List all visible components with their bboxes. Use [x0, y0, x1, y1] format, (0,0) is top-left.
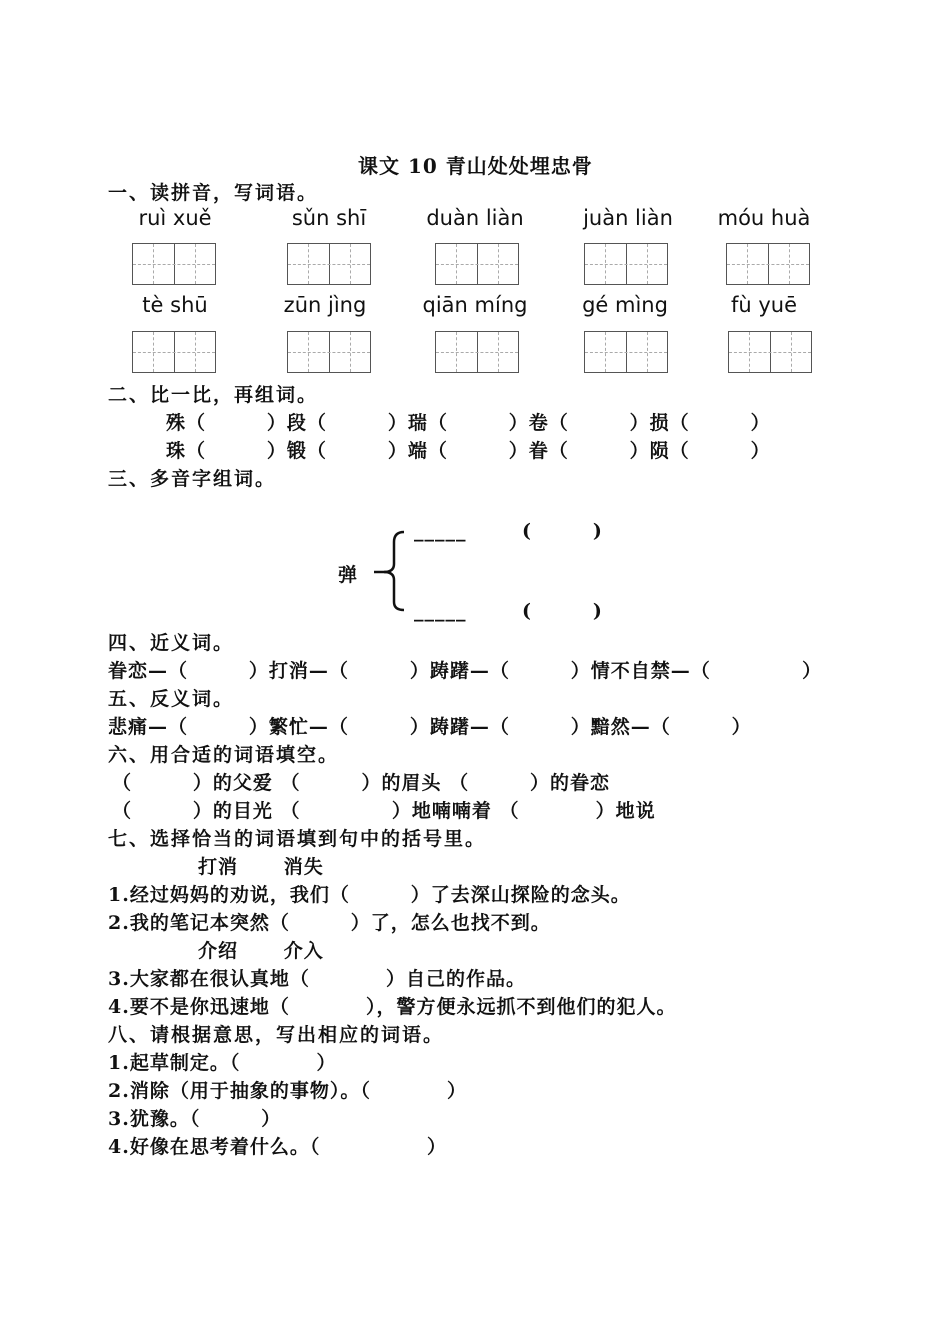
answer-paren[interactable]: ( )	[522, 600, 603, 622]
section-4-heading: 四、近义词。	[108, 632, 235, 654]
antonym-line: 悲痛—（ ）繁忙—（ ）踌躇—（ ）黯然—（ ）	[108, 716, 752, 738]
section-7-heading: 七、选择恰当的词语填到句中的括号里。	[108, 828, 487, 850]
brace-icon	[370, 528, 410, 614]
pinyin-8: qiān míng	[422, 293, 528, 317]
writing-grid[interactable]	[728, 331, 812, 373]
answer-paren[interactable]: ( )	[522, 520, 603, 542]
pinyin-4: juàn liàn	[583, 206, 673, 230]
fill-line-2: （ ）的目光 （ ）地喃喃着 （ ）地说	[112, 800, 656, 822]
question-7-3: 3.大家都在很认真地（ ）自己的作品。	[108, 968, 526, 990]
question-8-4: 4.好像在思考着什么。（ ）	[108, 1136, 447, 1158]
writing-grid[interactable]	[132, 243, 216, 285]
compare-line-1: 殊（ ）段（ ）瑞（ ）卷（ ）损（ ）	[166, 412, 771, 434]
pinyin-10: fù yuē	[730, 293, 798, 317]
blank-line[interactable]: _____	[414, 520, 467, 542]
writing-grid[interactable]	[287, 331, 371, 373]
section-6-heading: 六、用合适的词语填空。	[108, 744, 340, 766]
word-choices-1: 打消 消失	[198, 856, 324, 878]
pinyin-3: duàn liàn	[426, 206, 524, 230]
word-choices-2: 介绍 介入	[198, 940, 324, 962]
writing-grid[interactable]	[435, 243, 519, 285]
section-1-heading: 一、读拼音，写词语。	[108, 182, 319, 204]
section-3-heading: 三、多音字组词。	[108, 468, 277, 490]
section-8-heading: 八、请根据意思，写出相应的词语。	[108, 1024, 445, 1046]
section-5-heading: 五、反义词。	[108, 688, 235, 710]
writing-grid[interactable]	[726, 243, 810, 285]
question-7-2: 2.我的笔记本突然（ ）了，怎么也找不到。	[108, 912, 551, 934]
writing-grid[interactable]	[132, 331, 216, 373]
question-8-3: 3.犹豫。（ ）	[108, 1108, 282, 1130]
section-2-heading: 二、比一比，再组词。	[108, 384, 319, 406]
question-7-4: 4.要不是你迅速地（ ），警方便永远抓不到他们的犯人。	[108, 996, 677, 1018]
writing-grid[interactable]	[435, 331, 519, 373]
pinyin-9: gé mìng	[582, 293, 668, 317]
pinyin-5: móu huà	[717, 206, 811, 230]
writing-grid[interactable]	[584, 331, 668, 373]
question-8-2: 2.消除（用于抽象的事物）。（ ）	[108, 1080, 467, 1102]
polyphone-char: 弹	[338, 564, 359, 586]
compare-line-2: 珠（ ）锻（ ）端（ ）眷（ ）陨（ ）	[166, 440, 771, 462]
page-title: 课文 10 青山处处埋忠骨	[358, 154, 593, 178]
pinyin-2: sǔn shī	[291, 206, 367, 230]
writing-grid[interactable]	[584, 243, 668, 285]
writing-grid[interactable]	[287, 243, 371, 285]
fill-line-1: （ ）的父爱 （ ）的眉头 （ ）的眷恋	[112, 772, 610, 794]
blank-line[interactable]: _____	[414, 600, 467, 622]
pinyin-1: ruì xuě	[138, 206, 212, 230]
question-8-1: 1.起草制定。（ ）	[108, 1052, 337, 1074]
question-7-1: 1.经过妈妈的劝说，我们（ ）了去深山探险的念头。	[108, 884, 631, 906]
pinyin-6: tè shū	[142, 293, 208, 317]
pinyin-7: zūn jìng	[283, 293, 367, 317]
synonym-line: 眷恋—（ ）打消—（ ）踌躇—（ ）情不自禁—（ ）	[108, 660, 823, 682]
